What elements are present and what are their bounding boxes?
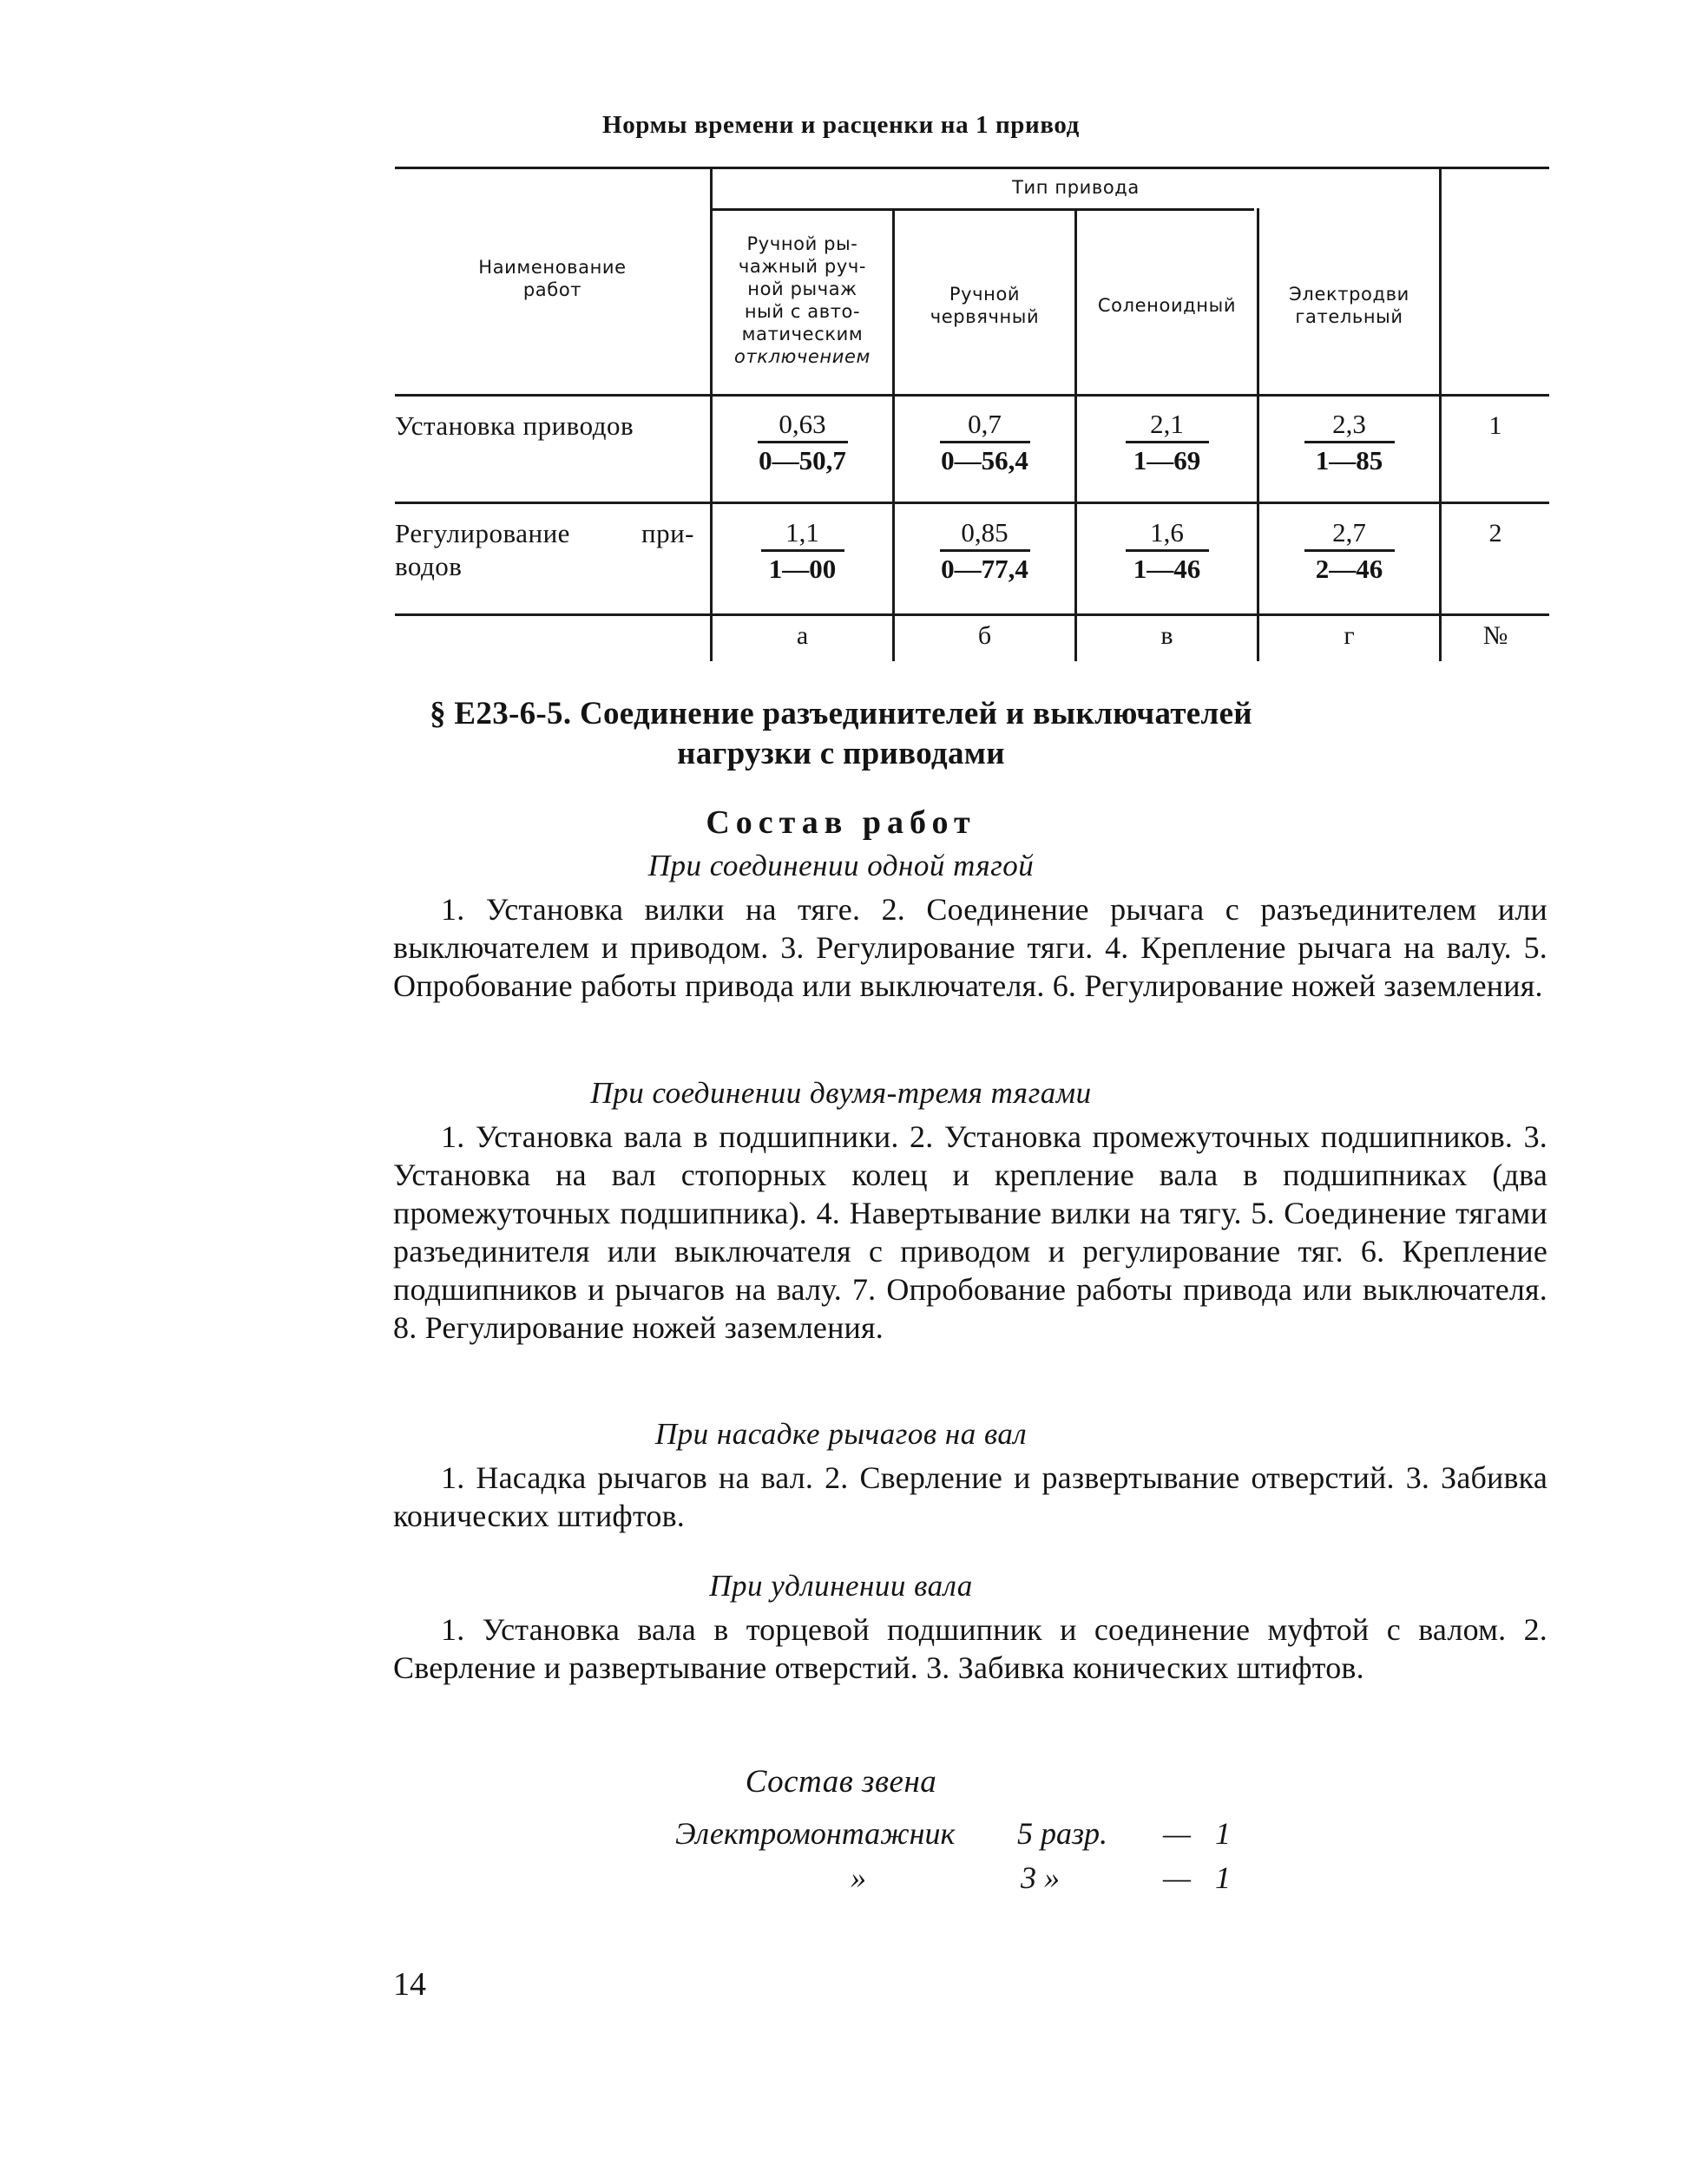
subsection-text: 1. Насадка рычагов на вал. 2. Сверление и развертывание отверстий. 3. Забивка конических штифтов. <box>393 1460 1547 1533</box>
time-norm: 2,3 <box>1332 409 1366 439</box>
price: 1—00 <box>768 554 837 584</box>
header-line: Ручной ры- <box>746 233 858 254</box>
col-code: в <box>1160 621 1173 650</box>
subsection-heading: При удлинении вала <box>709 1569 973 1603</box>
cell-r1-a <box>713 408 892 478</box>
col-code: а <box>796 621 809 650</box>
cell-r2-b <box>895 516 1074 587</box>
crew-role: Электромонтажник <box>675 1816 956 1851</box>
time-norm: 0,63 <box>779 409 826 439</box>
section-title-line: нагрузки с приводами <box>677 736 1005 771</box>
header-line: Ручной <box>949 284 1021 305</box>
crew-grade: 5 разр. <box>1017 1816 1108 1851</box>
section-title-line: § Е23-6-5. Соединение разъединителей и выключателей <box>430 696 1252 731</box>
table-top-rule <box>395 167 1549 169</box>
price: 1—69 <box>1133 445 1201 475</box>
time-norm: 2,7 <box>1332 517 1366 548</box>
subsection-text: 1. Установка вилки на тяге. 2. Соединение рычага с разъединителем или выключателем и приводом. 3. Регулирование тяги. 4. Крепление рычага на валу. 5. Опробование работы привода или выключателя. 6. Регулирование ножей заземления. <box>393 892 1547 1003</box>
header-line: отключением <box>734 346 871 367</box>
header-line: Электродви <box>1289 284 1409 305</box>
header-line: матическим <box>741 324 864 344</box>
header-type-manual-lever <box>713 233 892 368</box>
time-norm: 0,7 <box>968 409 1002 439</box>
row2-bottom-rule <box>395 613 1549 616</box>
cell-r1-b <box>895 408 1074 478</box>
crew-count: 1 <box>1215 1816 1231 1851</box>
crew-dash: — <box>1163 1816 1192 1851</box>
subsection-text: 1. Установка вала в торцевой подшипник и соединение муфтой с валом. 2. Сверление и развертывание отверстий. 3. Забивка конических штифтов. <box>393 1612 1547 1685</box>
section-title <box>0 694 1682 774</box>
time-norm: 2,1 <box>1150 409 1184 439</box>
row1-bottom-rule <box>395 502 1549 504</box>
crew-grade: 3 » <box>1021 1860 1060 1895</box>
time-norm: 1,1 <box>785 517 819 548</box>
time-norm: 0,85 <box>961 517 1009 548</box>
page-number: 14 <box>393 1966 426 2003</box>
row-name-line: Установка приводов <box>395 410 634 441</box>
header-line: Наименование <box>478 257 627 278</box>
type-header-rule <box>710 208 1254 211</box>
header-line: работ <box>522 279 582 300</box>
crew-role: » <box>851 1860 866 1895</box>
subsection-heading: При соединении одной тягой <box>647 849 1035 882</box>
header-line: червячный <box>930 306 1040 327</box>
price: 2—46 <box>1315 554 1383 584</box>
row-number: 2 <box>1488 519 1502 548</box>
num-label: № <box>1482 621 1508 650</box>
cell-r1-d <box>1259 408 1439 478</box>
time-norm: 1,6 <box>1150 517 1184 548</box>
crew-count: 1 <box>1215 1860 1231 1895</box>
header-type-electric <box>1259 283 1439 328</box>
col-code: г <box>1344 621 1355 650</box>
header-type-solenoid <box>1077 294 1257 317</box>
row-name-adjustment <box>395 517 694 583</box>
subsection-heading: При насадке рычагов на вал <box>654 1417 1028 1451</box>
price: 0—50,7 <box>759 445 846 475</box>
header-line: ный с авто- <box>744 301 861 322</box>
norms-table <box>395 167 1549 661</box>
table-title: Нормы времени и расценки на 1 привод <box>602 111 1080 139</box>
row-number: 1 <box>1488 411 1502 440</box>
price: 1—46 <box>1133 554 1201 584</box>
cell-r1-c <box>1077 408 1257 478</box>
price: 1—85 <box>1315 445 1383 475</box>
header-line: Соленоидный <box>1097 295 1237 316</box>
header-work-name <box>395 256 710 301</box>
crew-heading: Состав звена <box>745 1764 937 1800</box>
price: 0—77,4 <box>941 554 1028 584</box>
header-line: ной рычаж <box>747 279 857 299</box>
cell-r2-a <box>713 516 892 587</box>
cell-r2-d <box>1259 516 1439 587</box>
header-line: гательный <box>1295 306 1403 327</box>
header-type-manual-worm <box>895 283 1074 328</box>
cell-r2-c <box>1077 516 1257 587</box>
price: 0—56,4 <box>941 445 1028 475</box>
row-name-line: Регулирование при- <box>395 518 694 548</box>
header-drive-type: Тип привода <box>1012 177 1140 198</box>
subsection-heading: При соединении двумя-тремя тягами <box>590 1076 1092 1110</box>
row-name-line: водов <box>395 551 463 581</box>
subsection-text: 1. Установка вала в подшипники. 2. Установка промежуточных подшипников. 3. Установка на вал стопорных колец и крепление вала в подшипниках (два промежуточных подшипника). 4. Навертывание вилки на тягу. 5. Соединение тягами разъединителя или выключателя с приводом и регулирование тяг. 6. Крепление подшипников и рычагов на валу. 7. Опробование работы привода или выключателя. 8. Регулирование ножей заземления. <box>393 1119 1547 1345</box>
crew-dash: — <box>1163 1860 1192 1895</box>
row-name-installation <box>395 410 694 443</box>
col-code: б <box>977 621 992 650</box>
composition-heading: Состав работ <box>706 804 976 841</box>
header-bottom-rule <box>395 394 1549 397</box>
header-line: чажный руч- <box>738 256 867 277</box>
